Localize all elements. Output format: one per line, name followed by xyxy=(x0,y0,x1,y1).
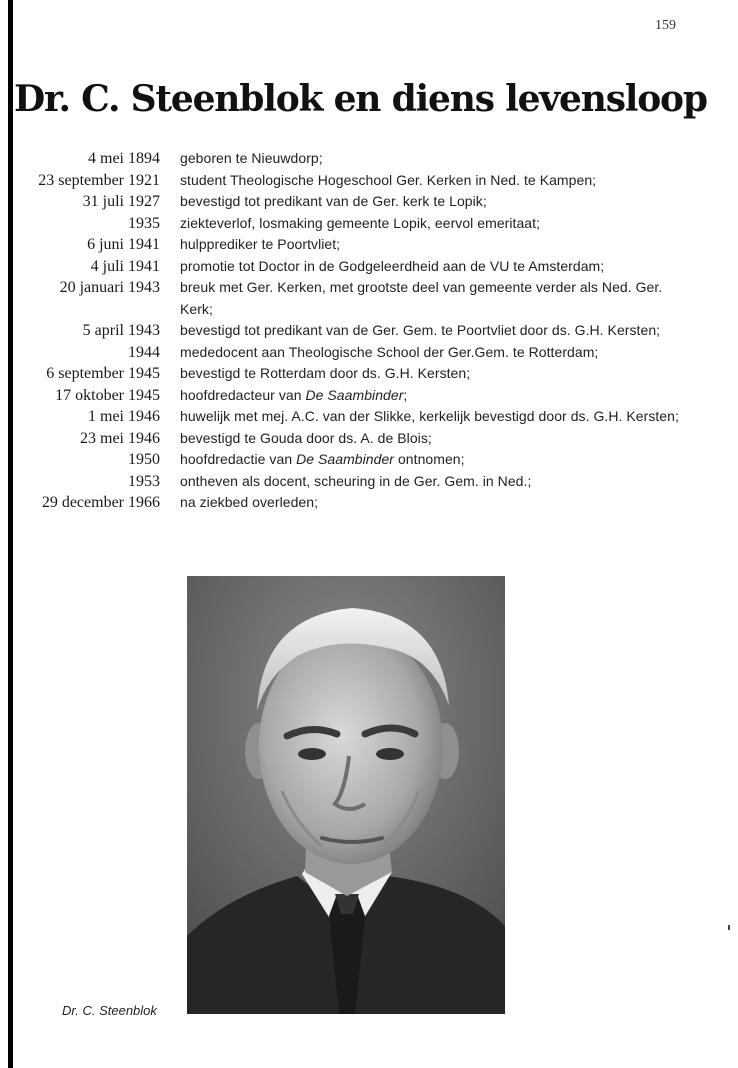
description-text: ; xyxy=(403,386,408,403)
timeline-entry xyxy=(14,492,714,514)
timeline-date: 1935 xyxy=(128,214,160,232)
portrait-photo xyxy=(187,576,505,1014)
timeline-entry xyxy=(14,363,714,385)
timeline-date: 1950 xyxy=(128,451,160,468)
timeline-description: ziekteverlof, losmaking gemeente Lopik, eervol emeritaat; xyxy=(180,214,541,231)
description-text: hoofdredactie van xyxy=(180,451,297,467)
timeline-date: 4 mei 1894 xyxy=(88,150,160,167)
page-number: 159 xyxy=(655,18,676,33)
timeline-description: promotie tot Doctor in de Godgeleerdheid aan de VU te Amsterdam; xyxy=(180,257,605,274)
timeline-description: bevestigd tot predikant van de Ger. Gem. te Poortvliet door ds. G.H. Kersten; xyxy=(180,322,661,338)
timeline-entry xyxy=(14,428,714,450)
description-text: ontnomen; xyxy=(394,451,465,467)
timeline-date: 23 september 1921 xyxy=(38,171,160,189)
timeline-date: 6 september 1945 xyxy=(46,365,160,382)
biography-timeline xyxy=(14,148,714,514)
publication-title: De Saambinder xyxy=(296,451,395,467)
timeline-entry xyxy=(14,213,714,235)
photo-caption: Dr. C. Steenblok xyxy=(62,1003,157,1018)
timeline-date: 1 mei 1946 xyxy=(88,408,160,425)
timeline-entry xyxy=(14,385,714,407)
timeline-date: 6 juni 1941 xyxy=(87,236,160,253)
timeline-date: 1953 xyxy=(128,472,160,490)
scan-speck xyxy=(728,925,730,930)
timeline-description: geboren te Nieuwdorp; xyxy=(180,150,323,166)
timeline-entry xyxy=(14,406,714,428)
timeline-entry xyxy=(14,277,714,320)
timeline-date: 17 oktober 1945 xyxy=(55,386,160,404)
timeline-entry xyxy=(14,320,714,342)
timeline-description xyxy=(180,385,680,407)
timeline-entry xyxy=(14,449,714,471)
timeline-date: 31 juli 1927 xyxy=(82,193,160,210)
timeline-date: 4 juli 1941 xyxy=(90,257,160,275)
timeline-entry xyxy=(14,191,714,213)
page-title: Dr. C. Steenblok en diens levensloop xyxy=(14,78,707,120)
timeline-date: 5 april 1943 xyxy=(82,322,160,339)
timeline-description: mededocent aan Theologische School der Ger.Gem. te Rotterdam; xyxy=(180,343,599,360)
timeline-date: 1944 xyxy=(128,343,160,361)
timeline-description: ontheven als docent, scheuring in de Ger. Gem. in Ned.; xyxy=(180,472,532,489)
timeline-description: student Theologische Hogeschool Ger. Kerken in Ned. te Kampen; xyxy=(180,171,597,188)
page-edge-bar xyxy=(8,0,13,1068)
timeline-entry xyxy=(14,170,714,192)
timeline-description: huwelijk met mej. A.C. van der Slikke, kerkelijk bevestigd door ds. G.H. Kersten; xyxy=(180,408,679,424)
timeline-entry xyxy=(14,471,714,493)
timeline-entry xyxy=(14,148,714,170)
timeline-entry xyxy=(14,234,714,256)
description-text: hoofdredacteur van xyxy=(180,386,306,403)
timeline-description: bevestigd tot predikant van de Ger. kerk te Lopik; xyxy=(180,193,487,209)
timeline-description: breuk met Ger. Kerken, met grootste deel van gemeente verder als Ned. Ger. Kerk; xyxy=(180,279,663,317)
portrait-illustration xyxy=(187,576,505,1014)
publication-title: De Saambinder xyxy=(305,386,404,403)
timeline-description: bevestigd te Rotterdam door ds. G.H. Kersten; xyxy=(180,365,471,381)
timeline-description xyxy=(180,449,680,471)
timeline-date: 23 mei 1946 xyxy=(80,429,160,447)
timeline-entry xyxy=(14,256,714,278)
timeline-description: hulpprediker te Poortvliet; xyxy=(180,236,341,252)
timeline-description: na ziekbed overleden; xyxy=(180,494,319,510)
timeline-description: bevestigd te Gouda door ds. A. de Blois; xyxy=(180,429,432,446)
timeline-entry xyxy=(14,342,714,364)
timeline-date: 20 januari 1943 xyxy=(59,279,160,296)
timeline-date: 29 december 1966 xyxy=(41,494,160,511)
